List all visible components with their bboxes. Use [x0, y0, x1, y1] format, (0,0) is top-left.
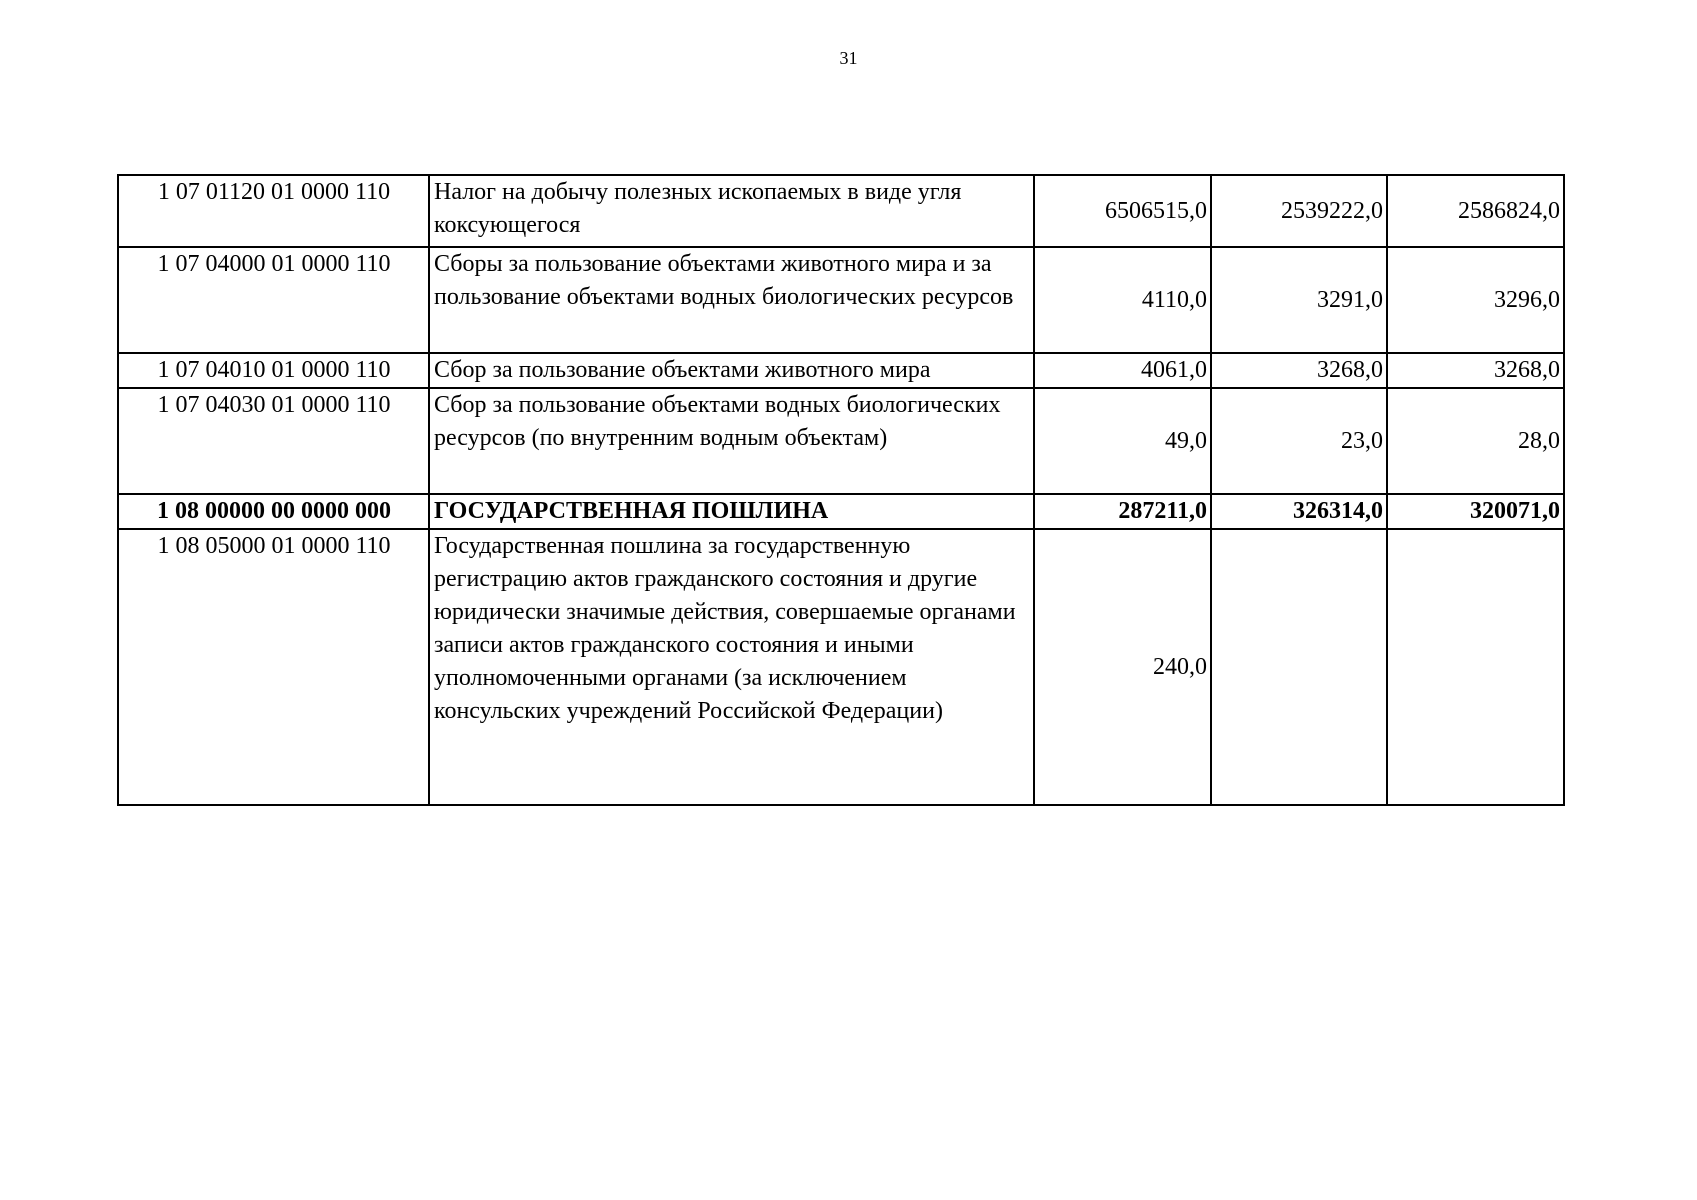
amount-cell-2: 23,0 [1211, 388, 1387, 494]
amount-cell-2 [1211, 529, 1387, 805]
table-row [118, 175, 1564, 247]
revenue-name-cell: Налог на добычу полезных ископаемых в виде угля коксующегося [429, 175, 1034, 247]
amount-cell-3: 28,0 [1387, 388, 1564, 494]
revenue-name-cell: Сборы за пользование объектами животного мира и за пользование объектами водных биологических ресурсов [429, 247, 1034, 353]
amount-cell-1: 240,0 [1034, 529, 1211, 805]
budget-code-cell: 1 07 04030 01 0000 110 [118, 388, 429, 494]
revenue-name-cell: Сбор за пользование объектами водных биологических ресурсов (по внутренним водным объектам) [429, 388, 1034, 494]
budget-code-cell: 1 07 01120 01 0000 110 [118, 175, 429, 247]
budget-code-cell: 1 07 04010 01 0000 110 [118, 353, 429, 388]
amount-cell-3 [1387, 529, 1564, 805]
amount-cell-1: 6506515,0 [1034, 175, 1211, 247]
amount-cell-3: 3268,0 [1387, 353, 1564, 388]
table-row [118, 353, 1564, 388]
amount-cell-1: 49,0 [1034, 388, 1211, 494]
budget-code-cell: 1 08 05000 01 0000 110 [118, 529, 429, 805]
budget-code-cell: 1 08 00000 00 0000 000 [118, 494, 429, 529]
amount-cell-2: 3268,0 [1211, 353, 1387, 388]
amount-cell-2: 3291,0 [1211, 247, 1387, 353]
table-row [118, 388, 1564, 494]
amount-cell-1: 4110,0 [1034, 247, 1211, 353]
table-row [118, 247, 1564, 353]
table-row-section-total [118, 494, 1564, 529]
table-row [118, 529, 1564, 805]
amount-cell-1: 287211,0 [1034, 494, 1211, 529]
revenue-name-cell: Государственная пошлина за государственную регистрацию актов гражданского состояния и другие юридически значимые действия, совершаемые органами записи актов гражданского состояния и иными уполномоченными органами (за исключением консульских учреждений Российской Федерации) [429, 529, 1034, 805]
revenue-name-cell: Сбор за пользование объектами животного мира [429, 353, 1034, 388]
revenue-name-cell: ГОСУДАРСТВЕННАЯ ПОШЛИНА [429, 494, 1034, 529]
amount-cell-3: 320071,0 [1387, 494, 1564, 529]
amount-cell-2: 326314,0 [1211, 494, 1387, 529]
budget-code-cell: 1 07 04000 01 0000 110 [118, 247, 429, 353]
amount-cell-1: 4061,0 [1034, 353, 1211, 388]
page-number: 31 [839, 48, 858, 68]
budget-revenue-table [117, 174, 1565, 806]
amount-cell-2: 2539222,0 [1211, 175, 1387, 247]
amount-cell-3: 2586824,0 [1387, 175, 1564, 247]
amount-cell-3: 3296,0 [1387, 247, 1564, 353]
